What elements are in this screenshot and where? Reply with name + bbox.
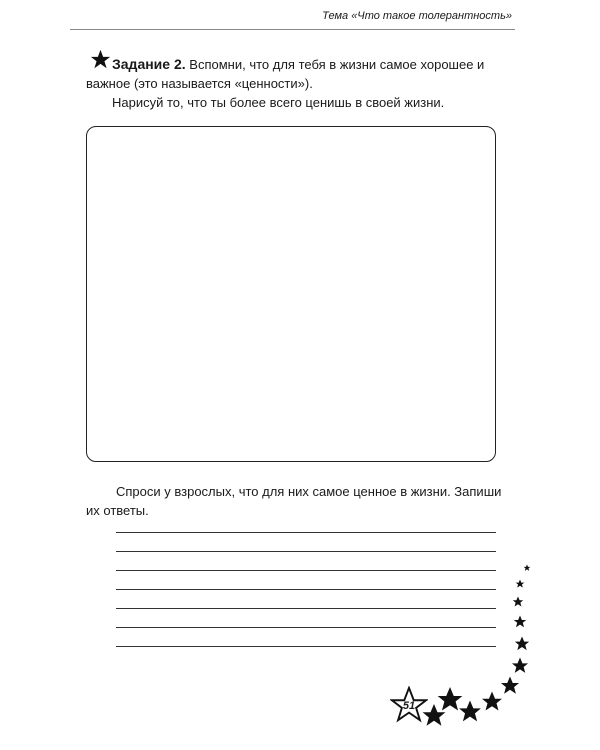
task-text-1: Вспомни, что для тебя в жизни самое хорошее и важное (это называется «ценности»). [86, 57, 485, 91]
star-icon [482, 692, 502, 711]
star-icon [501, 677, 519, 694]
ask-adults-text: Спроси у взрослых, что для них самое ценное в жизни. Запиши их ответы. [86, 484, 502, 518]
header-rule [70, 29, 515, 30]
star-icon [516, 580, 525, 588]
star-icon [513, 597, 523, 607]
page-number: 51 [402, 700, 416, 712]
star-icon [512, 658, 528, 673]
star-icon [514, 616, 526, 628]
answer-line[interactable] [116, 532, 496, 533]
star-icon [459, 701, 481, 722]
page-header-topic: Тема «Что такое толерантность» [322, 10, 512, 22]
task-block [86, 55, 506, 112]
star-icon [515, 637, 529, 651]
answer-line[interactable] [116, 551, 496, 552]
task-text-2: Нарисуй то, что ты более всего ценишь в своей жизни. [112, 95, 445, 110]
task-title: Задание 2. [112, 56, 186, 72]
drawing-area[interactable] [86, 126, 496, 462]
star-icon [438, 687, 463, 711]
star-icon [524, 565, 531, 571]
